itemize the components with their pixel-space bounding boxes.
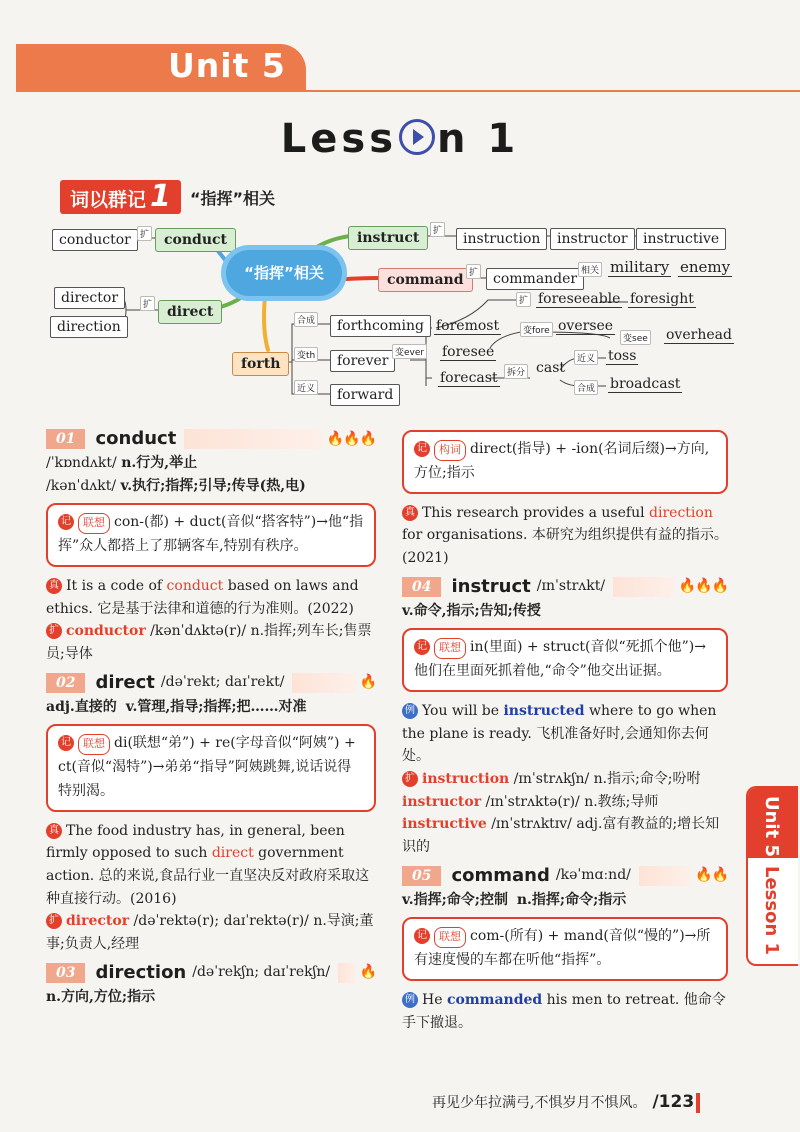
- real-exam-icon: 真: [402, 505, 418, 521]
- extend-icon: 扩: [46, 913, 62, 929]
- top-rule: [16, 90, 800, 92]
- mm-forward: forward: [330, 384, 400, 406]
- mm-oversee: oversee: [558, 318, 614, 334]
- entry-word: direct: [95, 672, 155, 694]
- group-label: 词以群记: [70, 189, 147, 211]
- mm-forthcoming: forthcoming: [330, 315, 431, 337]
- entry-number: 01: [46, 429, 85, 449]
- mm-tag: 变see: [620, 330, 651, 345]
- group-theme: “指挥”相关: [190, 189, 276, 208]
- mm-forecast: forecast: [440, 370, 498, 386]
- mm-tag: 近义: [294, 380, 318, 395]
- entry-number: 04: [402, 577, 441, 597]
- example-icon: 例: [402, 992, 418, 1008]
- mm-tag: 扩: [466, 264, 481, 279]
- footer: [432, 1092, 700, 1113]
- footer-motto: 再见少年拉满弓,不惧岁月不惧风。: [432, 1095, 647, 1111]
- mm-foreseeable: foreseeable: [538, 291, 621, 307]
- example: 真 The food industry has, in general, been firmly opposed to such direct government action. 总的来说,食品行业一直坚决反对政府采取这种直接行动。(2016): [46, 822, 370, 907]
- entry-head-direction: [46, 960, 376, 986]
- play-icon[interactable]: [399, 119, 435, 155]
- mm-tag: 变ever: [392, 344, 427, 359]
- extension: instructive /ɪnˈstrʌktɪv/ adj.富有教益的;增长知识的: [402, 816, 720, 855]
- head-bar: [338, 963, 355, 983]
- head-bar: [184, 429, 322, 449]
- pron-line: /kənˈdʌkt/ v.执行;指挥;引导;传导(热,电): [46, 477, 306, 494]
- mm-foresee: foresee: [442, 344, 495, 360]
- side-unit: Unit 5: [761, 796, 782, 857]
- mm-military: military: [610, 258, 670, 276]
- extend-icon: 扩: [46, 623, 62, 639]
- mm-center-cloud: “指挥”相关: [226, 250, 342, 296]
- mm-tag: 扩: [516, 292, 531, 307]
- side-tab[interactable]: [746, 786, 798, 966]
- memo-icon: 记: [414, 441, 430, 457]
- real-exam-icon: 真: [46, 578, 62, 594]
- mm-forever: forever: [330, 350, 395, 372]
- head-bar: [613, 577, 675, 597]
- memo-box: 记 联想 in(里面) + struct(音似“死抓个他”)→他们在里面死抓着他,“命令”他交出证据。: [402, 628, 728, 692]
- mm-tag: 扩: [140, 296, 155, 311]
- mm-forth: forth: [232, 352, 289, 376]
- pos-line: n.方向,方位;指示: [46, 988, 156, 1005]
- real-exam-icon: 真: [46, 823, 62, 839]
- example-icon: 例: [402, 703, 418, 719]
- entry-word: command: [451, 865, 550, 886]
- mm-tag: 近义: [574, 350, 598, 365]
- mm-overhead: overhead: [666, 327, 732, 343]
- extension: 扩 conductor /kənˈdʌktə(r)/ n.指挥;列车长;售票员;导体: [46, 623, 372, 662]
- mm-tag: 扩: [430, 222, 445, 237]
- extension: 扩 instruction /ɪnˈstrʌkʃn/ n.指示;命令;吩咐: [402, 768, 728, 791]
- flame-icon: 🔥: [359, 964, 376, 981]
- pos-line: v.命令,指示;告知;传授: [402, 602, 541, 619]
- mm-toss: toss: [608, 348, 637, 364]
- group-number: 1: [150, 179, 171, 214]
- mm-instruct: instruct: [348, 226, 428, 250]
- right-column: [402, 430, 728, 1034]
- entry-phonetic: /dəˈrekʃn; daɪˈrekʃn/: [192, 964, 331, 981]
- mm-conduct: conduct: [155, 228, 236, 252]
- head-bar: [292, 673, 355, 693]
- pron-line: /ˈkɒndʌkt/ n.行为,举止: [46, 455, 198, 471]
- mm-tag: 扩: [137, 226, 152, 241]
- flame-icon: 🔥: [359, 674, 376, 691]
- entry-number: 03: [46, 963, 85, 983]
- entry-number: 02: [46, 673, 85, 693]
- memo-icon: 记: [58, 514, 74, 530]
- entry-phonetic: /dəˈrekt; daɪˈrekt/: [160, 674, 285, 691]
- memo-box: 记 构词 direct(指导) + -ion(名词后缀)→方向,方位;指示: [402, 430, 728, 494]
- mm-command: command: [378, 268, 473, 292]
- flame-icon: 🔥🔥: [695, 867, 728, 884]
- left-column: [46, 426, 376, 1008]
- memo-icon: 记: [414, 639, 430, 655]
- extension: 扩 director /dəˈrektə(r); daɪˈrektə(r)/ n.导演;董事;负责人,经理: [46, 913, 374, 953]
- mm-director: director: [54, 287, 125, 309]
- memo-icon: 记: [58, 735, 74, 751]
- mm-tag: 合成: [294, 312, 318, 327]
- mm-instructive: instructive: [636, 228, 726, 250]
- example: 例 You will be instructed where to go when the plane is ready. 飞机准备好时,会通知你去何处。: [402, 702, 717, 765]
- lesson-title: [0, 116, 800, 162]
- mm-direct: direct: [158, 300, 222, 324]
- memo-box: 记 联想 com-(所有) + mand(音似“慢的”)→所有速度慢的车都在听他“指挥”。: [402, 917, 728, 981]
- entry-word: direction: [95, 962, 187, 984]
- entry-head-direct: [46, 670, 376, 696]
- unit-title: Unit 5: [168, 46, 286, 85]
- mm-tag: 变th: [294, 347, 318, 362]
- memo-icon: 记: [414, 928, 430, 944]
- mm-commander: commander: [486, 268, 584, 290]
- page-number: /123: [652, 1092, 695, 1112]
- entry-number: 05: [402, 866, 441, 886]
- pos-line: adj.直接的 v.管理,指导;指挥;把……对准: [46, 698, 307, 715]
- mm-enemy: enemy: [680, 258, 731, 276]
- entry-head-instruct: [402, 574, 728, 600]
- example: 真 It is a code of conduct based on laws and ethics. 它是基于法律和道德的行为准则。(2022): [46, 577, 359, 617]
- mm-foremost: foremost: [436, 318, 500, 334]
- mm-tag: 拆分: [504, 364, 528, 379]
- memo-box: 记 联想 con-(都) + duct(音似“搭客特”)→他“指挥”众人都搭上了那辆客车,特别有秩序。: [46, 503, 376, 567]
- extension: instructor /ɪnˈstrʌktə(r)/ n.教练;导师: [402, 793, 659, 810]
- entry-word: conduct: [95, 428, 177, 450]
- flame-icon: 🔥🔥🔥: [678, 578, 728, 595]
- lesson-title-part1: Less: [280, 116, 397, 162]
- head-bar: [639, 866, 691, 886]
- side-lesson: Lesson 1: [761, 866, 782, 956]
- memo-box: 记 联想 di(联想“弟”) + re(字母音似“阿姨”) + ct(音似“渴特”)→弟弟“指导”阿姨跳舞,说话说得特别渴。: [46, 724, 376, 811]
- mm-instructor: instructor: [550, 228, 635, 250]
- entry-head-conduct: [46, 426, 376, 452]
- mm-cast: cast: [536, 360, 565, 376]
- mm-direction: direction: [50, 316, 128, 338]
- mm-tag: 变fore: [520, 322, 553, 337]
- extend-icon: 扩: [402, 771, 418, 787]
- mm-conductor: conductor: [52, 229, 138, 251]
- example: 例 He commanded his men to retreat. 他命令手下撤退。: [402, 991, 726, 1031]
- flame-icon: 🔥🔥🔥: [326, 430, 376, 447]
- example: 真 This research provides a useful direction for organisations. 本研究为组织提供有益的指示。(2021): [402, 504, 728, 566]
- lesson-title-part2: n 1: [437, 116, 520, 162]
- pos-line: v.指挥;命令;控制 n.指挥;命令;指示: [402, 891, 627, 908]
- mm-tag: 相关: [578, 262, 602, 277]
- mm-foresight: foresight: [630, 291, 694, 307]
- mm-broadcast: broadcast: [610, 376, 681, 392]
- mm-tag: 合成: [574, 380, 598, 395]
- entry-phonetic: /ɪnˈstrʌkt/: [536, 578, 606, 595]
- unit-tab: [16, 44, 306, 90]
- entry-head-command: [402, 863, 728, 889]
- entry-phonetic: /kəˈmɑːnd/: [555, 867, 631, 884]
- entry-word: instruct: [451, 576, 531, 598]
- group-banner: [60, 180, 181, 214]
- mm-instruction: instruction: [456, 228, 547, 250]
- footer-bar: [696, 1093, 700, 1113]
